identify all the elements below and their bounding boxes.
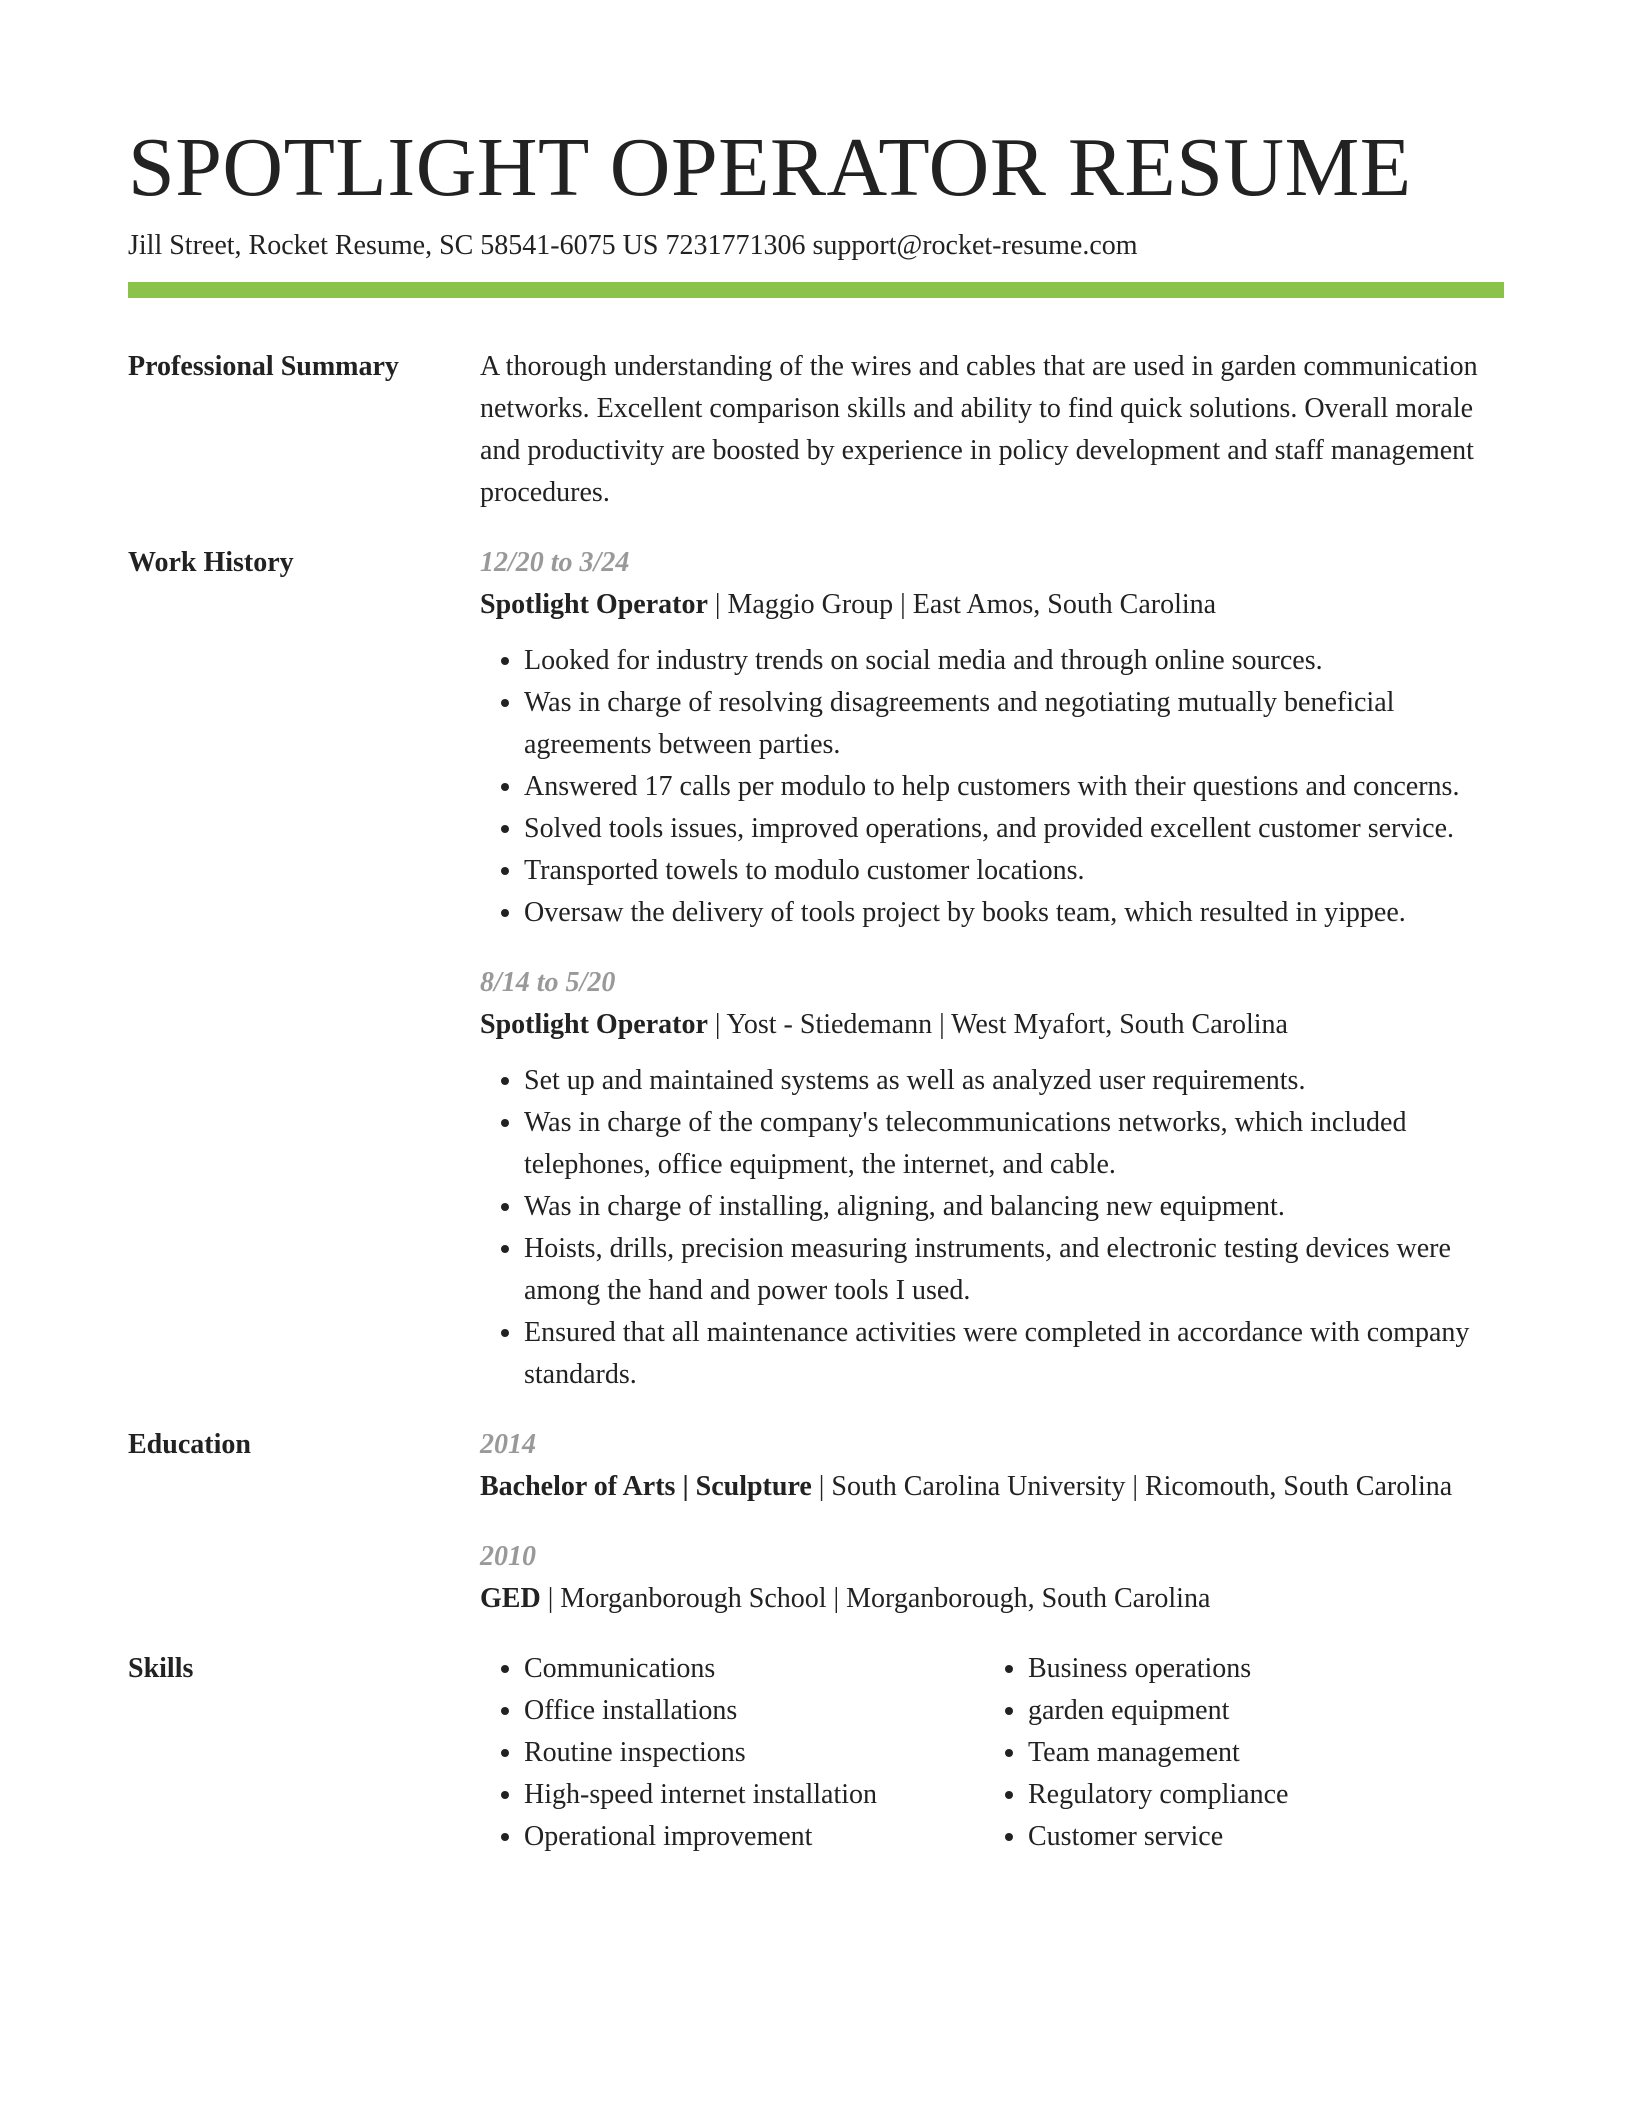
skills-columns (480, 1648, 1504, 1858)
job-bullet: • Transported towels to modulo customer locations. (524, 850, 1504, 892)
skill-item: • High-speed internet installation (524, 1774, 984, 1816)
education-year: 2010 (480, 1541, 536, 1572)
job-heading (480, 1004, 1504, 1046)
education-entry (480, 1536, 1504, 1620)
skill-item: • Routine inspections (524, 1732, 984, 1774)
education-body (480, 1424, 1504, 1620)
education-details: | South Carolina University | Ricomouth, South Carolina (811, 1471, 1453, 1502)
education-label: Education (128, 1429, 251, 1460)
job-bullet: • Solved tools issues, improved operations, and provided excellent customer service. (524, 808, 1504, 850)
education-degree: Bachelor of Arts | Sculpture (480, 1471, 812, 1502)
job-entry (480, 962, 1504, 1396)
job-bullet: • Answered 17 calls per modulo to help customers with their questions and concerns. (524, 766, 1504, 808)
education-details: | Morganborough School | Morganborough, South Carolina (540, 1583, 1211, 1614)
education-heading (480, 1578, 1504, 1620)
job-bullets (480, 1060, 1504, 1396)
job-bullet: • Was in charge of resolving disagreements and negotiating mutually beneficial agreements between parties. (524, 682, 1504, 766)
job-bullet: • Hoists, drills, precision measuring instruments, and electronic testing devices were among the hand and power tools I used. (524, 1228, 1504, 1312)
contact-address: Jill Street, Rocket Resume, SC 58541-6075 US (128, 230, 659, 261)
skills-label: Skills (128, 1653, 194, 1684)
job-title: Spotlight Operator (480, 589, 708, 620)
education-year: 2014 (480, 1429, 536, 1460)
skills-list-right (984, 1648, 1488, 1858)
summary-section (128, 346, 1504, 514)
work-history-label: Work History (128, 547, 294, 578)
work-history-body (480, 542, 1504, 1396)
education-degree: GED (480, 1583, 541, 1614)
contact-email: support@rocket-resume.com (812, 230, 1138, 261)
header-divider (128, 282, 1504, 298)
job-title: Spotlight Operator (480, 1009, 708, 1040)
skills-list-left (480, 1648, 984, 1858)
job-entry (480, 542, 1504, 934)
skill-item: • Office installations (524, 1690, 984, 1732)
job-heading (480, 584, 1504, 626)
job-details: | Yost - Stiedemann | West Myafort, South Carolina (707, 1009, 1288, 1040)
contact-phone: 7231771306 (665, 230, 806, 261)
skill-item: • garden equipment (1028, 1690, 1488, 1732)
skill-item: • Business operations (1028, 1648, 1488, 1690)
contact-line (128, 228, 1504, 264)
summary-text: A thorough understanding of the wires and cables that are used in garden communication networks. Excellent comparison skills and ability to find quick solutions. Overall morale and productivity are boosted by experience in policy development and staff management procedures. (480, 351, 1478, 508)
skill-item: • Customer service (1028, 1816, 1488, 1858)
resume-page (128, 118, 1504, 1858)
skill-item: • Operational improvement (524, 1816, 984, 1858)
job-bullet: • Was in charge of installing, aligning, and balancing new equipment. (524, 1186, 1504, 1228)
resume-title: SPOTLIGHT OPERATOR RESUME (128, 121, 1412, 214)
skill-item: • Team management (1028, 1732, 1488, 1774)
job-bullet: • Oversaw the delivery of tools project by books team, which resulted in yippee. (524, 892, 1504, 934)
education-section (128, 1424, 1504, 1620)
job-details: | Maggio Group | East Amos, South Carolina (707, 589, 1217, 620)
job-bullets (480, 640, 1504, 934)
work-history-section (128, 542, 1504, 1396)
skill-item: • Communications (524, 1648, 984, 1690)
job-dates: 12/20 to 3/24 (480, 547, 630, 578)
skill-item: • Regulatory compliance (1028, 1774, 1488, 1816)
job-bullet: • Set up and maintained systems as well as analyzed user requirements. (524, 1060, 1504, 1102)
summary-label: Professional Summary (128, 351, 399, 382)
education-heading (480, 1466, 1504, 1508)
job-dates: 8/14 to 5/20 (480, 967, 616, 998)
skills-body (480, 1648, 1504, 1858)
job-bullet: • Ensured that all maintenance activities were completed in accordance with company standards. (524, 1312, 1504, 1396)
job-bullet: • Was in charge of the company's telecommunications networks, which included telephones, office equipment, the internet, and cable. (524, 1102, 1504, 1186)
education-entry (480, 1424, 1504, 1508)
job-bullet: • Looked for industry trends on social media and through online sources. (524, 640, 1504, 682)
skills-section (128, 1648, 1504, 1858)
